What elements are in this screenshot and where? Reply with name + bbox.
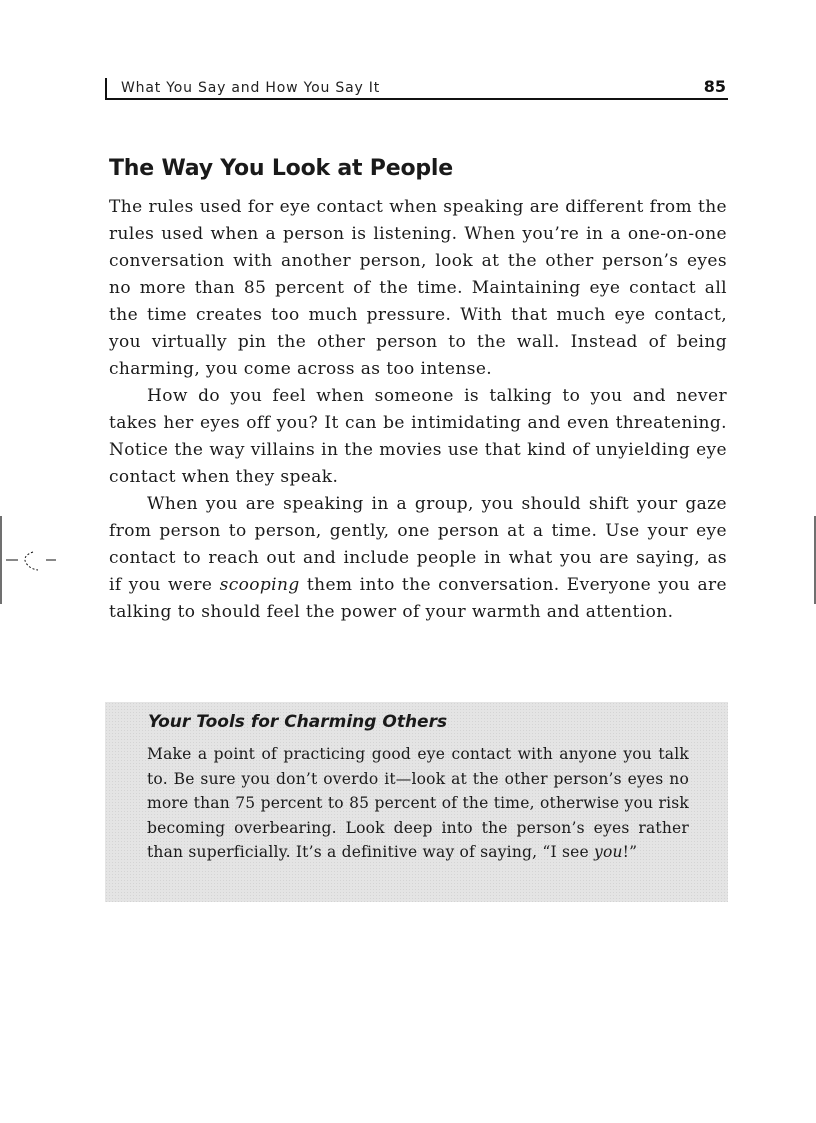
tip-box-title: Your Tools for Charming Others [148,712,448,732]
tip-box-emphasis: you [594,843,623,861]
paragraph-1: The rules used for eye contact when speaking are different from the rules used when a person is listening. When you’re in a one-on-one conversation with another person, look at the other person’s eyes no more than 85 percent of the time. Maintaining eye contact all the time creates too much pressure. With that much eye contact, you virtually pin the other person to the wall. Instead of being charming, you come across as too intense. [109,197,727,379]
paragraph-3-emphasis: scooping [219,575,300,595]
paragraph-3 [109,491,727,626]
running-head-title: What You Say and How You Say It [121,80,380,96]
section-heading: The Way You Look at People [109,156,453,181]
tip-box-text-after: !” [622,843,638,861]
tip-box [105,702,728,902]
paragraph-3-before: When you are speaking in a group, you should shift your gaze from person to person, gently, one person at a time. Use your eye contact to reach out and include people in what you are saying, as if you were [109,494,727,595]
tip-box-text [147,742,689,865]
running-head [105,78,728,100]
page-number: 85 [703,77,726,96]
body-text [109,194,727,626]
crop-line-icon [808,512,816,608]
paragraph-3-after: them into the conversation. Everyone you are talking to should feel the power of your warmth and attention. [109,575,728,622]
paragraph-2: How do you feel when someone is talking to you and never takes her eyes off you? It can be intimidating and even threatening. Notice the way villains in the movies use that kind of unyielding eye contact when they speak. [109,386,727,487]
crop-mark-icon [0,512,60,608]
tip-box-text-before: Make a point of practicing good eye contact with anyone you talk to. Be sure you don’t overdo it—look at the other person’s eyes no more than 75 percent to 85 percent of the time, otherwise you risk becoming overbearing. Look deep into the person’s eyes rather than superficially. It’s a definitive way of saying, “I see [147,745,689,861]
